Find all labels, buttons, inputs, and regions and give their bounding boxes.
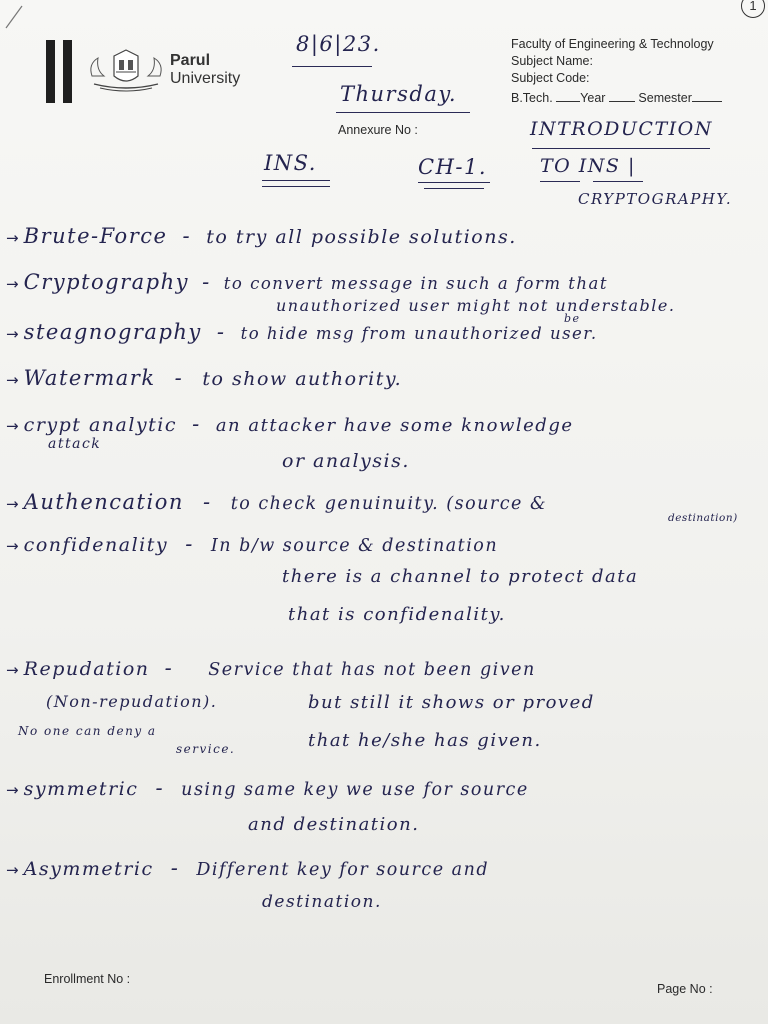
corner-pen-mark (2, 2, 26, 30)
btech-label: B.Tech. (511, 91, 553, 105)
note-sep: - (192, 412, 201, 436)
note-crypt-analytic-term-sub: attack (48, 436, 102, 452)
note-text: Different key for source and (196, 860, 490, 880)
note-repudation-sub: but still it shows or proved (308, 692, 595, 713)
note-asymmetric (6, 856, 489, 880)
note-cryptography-sub: unauthorized user might not understable. (276, 296, 676, 315)
arrow-icon: → (6, 371, 19, 389)
title-underline-1 (532, 148, 710, 149)
note-symmetric (6, 776, 529, 800)
arrow-icon: → (6, 229, 19, 247)
note-sep: - (164, 656, 174, 680)
note-text: to convert message in such a form that (223, 274, 608, 293)
title-underline-2a (540, 181, 580, 182)
note-term: symmetric (23, 778, 139, 800)
year-blank (556, 90, 580, 102)
note-repudation-sub2: that he/she has given. (308, 730, 542, 751)
note-cryptography-insert: be (564, 312, 581, 325)
note-asymmetric-sub: destination. (262, 892, 382, 912)
day-underline (336, 112, 470, 113)
note-cryptography (6, 270, 608, 294)
note-text: to show authority. (202, 368, 403, 390)
binding-bar-left (46, 40, 55, 103)
note-repudation (6, 656, 536, 680)
brand-sub: University (170, 70, 241, 87)
page-no-label: Page No : (657, 982, 713, 996)
annexure-label: Annexure No : (338, 123, 418, 137)
note-repudation-term-sub: (Non-repudation). (46, 692, 218, 711)
note-confidenality (6, 532, 498, 556)
note-repudation-side1: No one can deny a (18, 724, 157, 738)
note-term: confidenality (23, 534, 169, 556)
note-text: to try all possible solutions. (206, 226, 517, 248)
hw-date: 8|6|23. (296, 32, 381, 56)
note-repudation-side2: service. (176, 742, 236, 756)
note-term: Watermark (23, 366, 156, 390)
note-term: crypt analytic (23, 414, 178, 436)
note-confidenality-sub2: that is confidenality. (288, 604, 506, 625)
year-label: Year (580, 91, 606, 105)
binding-bar-right (63, 40, 72, 103)
hw-day: Thursday. (340, 82, 458, 106)
note-text: an attacker have some knowledge (215, 415, 574, 436)
semester-label: Semester (638, 91, 692, 105)
arrow-icon: → (6, 861, 19, 879)
chapter-underline-1 (418, 182, 490, 183)
note-term: Cryptography (23, 270, 189, 294)
note-brute-force (6, 224, 517, 248)
note-sep: - (170, 856, 180, 880)
subject-code-label: Subject Code: (511, 71, 590, 85)
note-sep: - (216, 320, 226, 344)
subject-underline-2 (262, 186, 330, 187)
arrow-icon: → (6, 275, 19, 293)
note-text: to hide msg from unauthorized user. (240, 324, 598, 343)
note-term: steagnography (23, 320, 202, 344)
hw-chapter: CH-1. (418, 155, 488, 179)
note-authencation-sub: destination) (668, 512, 738, 524)
note-sep: - (155, 776, 165, 800)
subject-underline-1 (262, 180, 330, 181)
hw-title-line3: CRYPTOGRAPHY. (578, 190, 733, 208)
note-sep: - (182, 224, 192, 248)
btech-line (511, 90, 722, 105)
university-logo (86, 46, 166, 94)
hw-subject: INS. (264, 151, 317, 175)
note-term: Authencation (23, 490, 184, 514)
hw-title-line2: TO INS | (540, 155, 636, 177)
note-steagnography (6, 320, 598, 344)
enrollment-label: Enrollment No : (44, 972, 131, 986)
arrow-icon: → (6, 661, 19, 679)
note-term: Repudation (23, 658, 150, 680)
arrow-icon: → (6, 495, 19, 513)
brand-name: Parul (170, 52, 211, 69)
note-text: using same key we use for source (181, 780, 529, 800)
note-sep: - (174, 366, 184, 390)
arrow-icon: → (6, 417, 19, 435)
note-text: In b/w source & destination (210, 536, 499, 556)
arrow-icon: → (6, 537, 19, 555)
semester-blank-left (609, 90, 635, 102)
note-term: Brute-Force (23, 224, 168, 248)
note-sep: - (202, 270, 211, 294)
page-number-circle: 1 (741, 0, 765, 18)
note-sep: - (202, 490, 212, 514)
arrow-icon: → (6, 325, 19, 343)
university-brand (170, 52, 240, 88)
title-underline-2b (593, 181, 643, 182)
note-symmetric-sub: and destination. (248, 814, 420, 835)
note-authencation (6, 490, 547, 514)
note-crypt-analytic-sub: or analysis. (282, 450, 410, 472)
arrow-icon: → (6, 781, 19, 799)
note-sep: - (185, 532, 194, 556)
note-text: Service that has not been given (208, 660, 536, 680)
note-text: to check genuinuity. (source & (230, 494, 548, 514)
note-term: Asymmetric (23, 858, 154, 880)
subject-name-label: Subject Name: (511, 54, 593, 68)
hw-title-line1: INTRODUCTION (530, 118, 713, 140)
note-confidenality-sub: there is a channel to protect data (282, 566, 639, 587)
faculty-line: Faculty of Engineering & Technology (511, 37, 714, 51)
chapter-underline-2 (424, 188, 484, 189)
date-underline (292, 66, 372, 67)
note-crypt-analytic (6, 412, 574, 436)
note-watermark (6, 366, 402, 390)
semester-blank (692, 90, 722, 102)
